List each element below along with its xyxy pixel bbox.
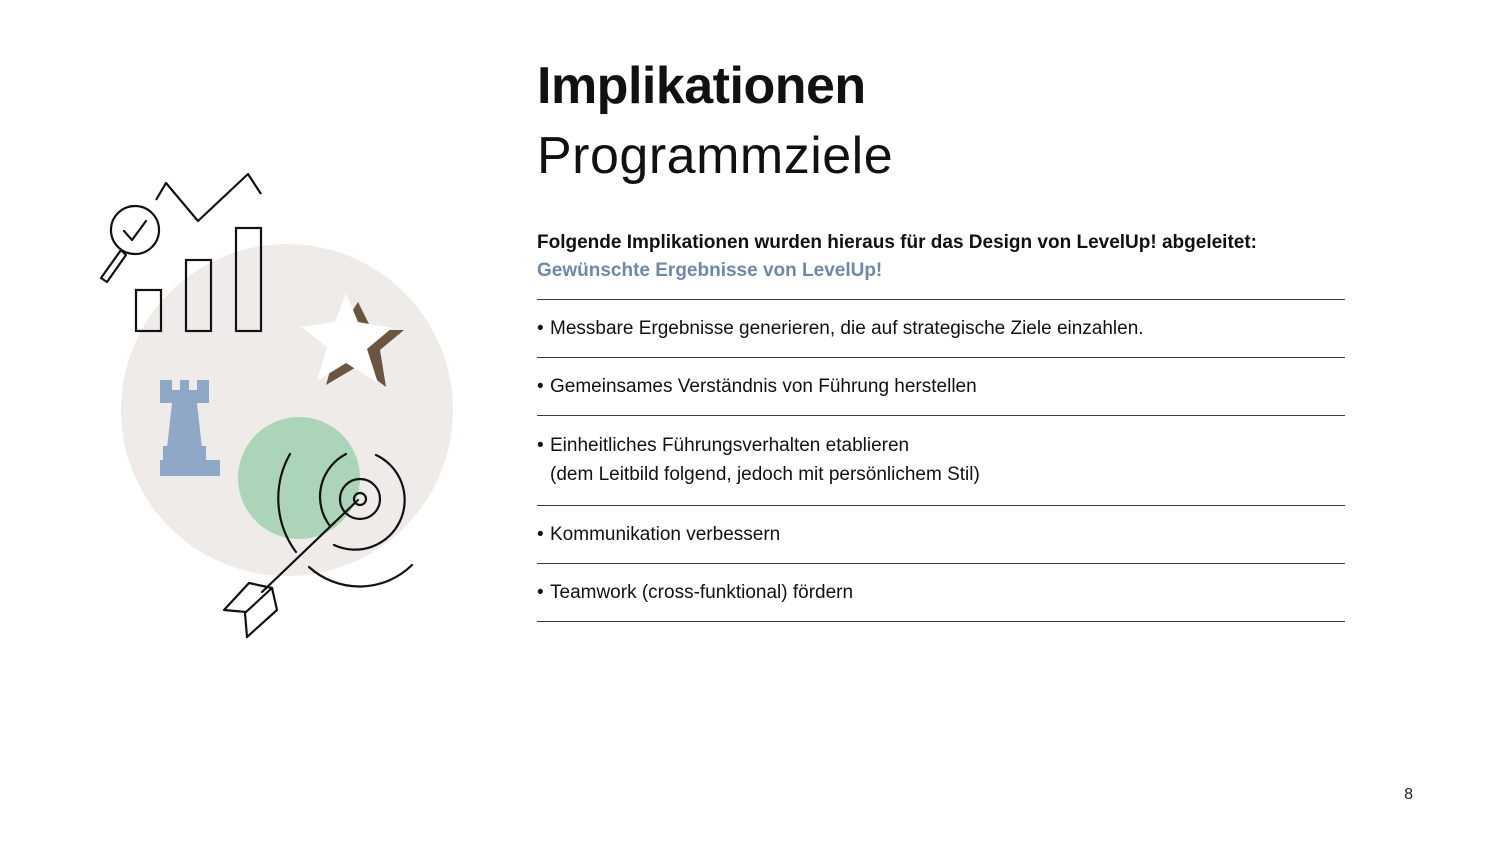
list-item [537, 564, 1345, 622]
bullet: • [537, 435, 544, 456]
bullet: • [537, 318, 544, 339]
bullet: • [537, 582, 544, 603]
page-subtitle: Programmziele [537, 127, 894, 185]
bullet: • [537, 524, 544, 545]
list-item [537, 416, 1345, 506]
intro-block [537, 229, 1345, 285]
page-title: Implikationen [537, 57, 866, 115]
list-item [537, 300, 1345, 358]
list-item [537, 506, 1345, 564]
list-item-text: Messbare Ergebnisse generieren, die auf strategische Ziele einzahlen. [550, 318, 1144, 339]
list-item-text: Kommunikation verbessern [550, 524, 781, 545]
intro-accent: Gewünschte Ergebnisse von LevelUp! [537, 260, 883, 281]
list-item-text: Teamwork (cross-funktional) fördern [550, 582, 854, 603]
list-item-text: Einheitliches Führungsverhalten etablieren (dem Leitbild folgend, jedoch mit persönlichem Stil) [550, 435, 980, 485]
bullet: • [537, 376, 544, 397]
trend-line-icon [156, 174, 261, 221]
implications-list [537, 299, 1345, 622]
magnifier-check-icon [101, 206, 159, 282]
goals-illustration [90, 165, 470, 645]
green-circle [238, 417, 360, 539]
list-item [537, 358, 1345, 416]
list-item-text: Gemeinsames Verständnis von Führung herstellen [550, 376, 977, 397]
page-number: 8 [1404, 786, 1413, 803]
intro-line: Folgende Implikationen wurden hieraus für das Design von LevelUp! abgeleitet: [537, 232, 1258, 253]
